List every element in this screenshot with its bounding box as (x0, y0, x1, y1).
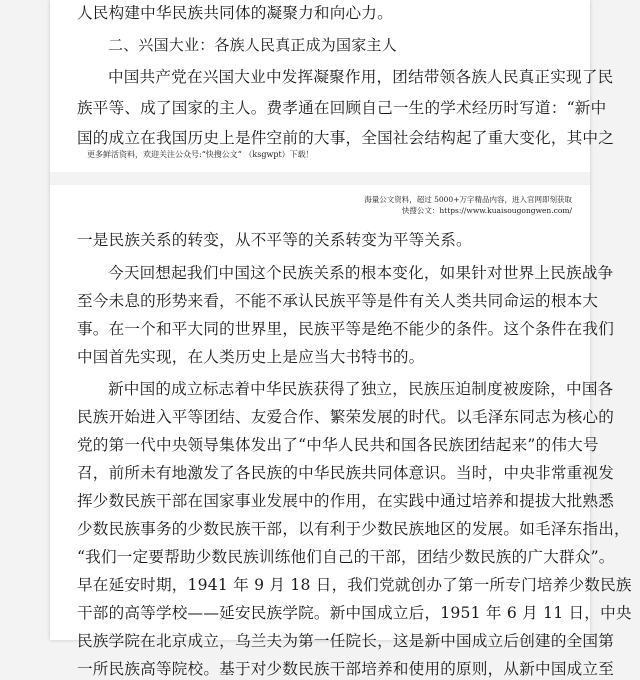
text-line: 党的第一代中央领导集体发出了“中华人民共和国各民族团结起来”的伟大号 (77, 436, 599, 454)
text-line: 一是民族关系的转变，从不平等的关系转变为平等关系。 (77, 231, 472, 249)
text-line: 少数民族事务的少数民族干部，以有利于少数民族地区的发展。如毛泽东指出， (77, 520, 630, 538)
text-line: 中国首先实现，在人类历史上是应当大书特书的。 (77, 348, 425, 366)
text-line: 早在延安时期，1941 年 9 月 18 日，我们党就创办了第一所专门培养少数民族 (77, 576, 632, 594)
promo-note: 更多鲜活资料，欢迎关注公众号:“快搜公文” （ksgwpt）下载！ (87, 150, 314, 159)
text-line: 至今未息的形势来看，不能不承认民族平等是件有关人类共同命运的根本大 (77, 292, 599, 310)
text-line: 一所民族高等院校。基于对少数民族干部培养和使用的原则，从新中国成立至 (77, 660, 614, 678)
section-heading: 二、兴国大业：各族人民真正成为国家主人 (108, 36, 397, 54)
document-page (50, 0, 632, 678)
text-line: 人民构建中华民族共同体的凝聚力和向心力。 (77, 4, 393, 22)
text-line: 中国共产党在兴国大业中发挥凝聚作用，团结带领各族人民真正实现了民 (108, 68, 614, 86)
text-line: 民族学院在北京成立，乌兰夫为第一任院长，这是新中国成立后创建的全国第 (77, 632, 614, 650)
text-line: 民族开始进入平等团结、友爱合作、繁荣发展的时代。以毛泽东同志为核心的 (77, 408, 614, 426)
text-line: 国的成立在我国历史上是件空前的大事，全国社会结构起了重大变化，其中之 (77, 129, 614, 147)
footer-link[interactable]: 快搜公文：https://www.kuaisougongwen.com/ (401, 206, 572, 215)
text-line: “我们一定要帮助少数民族训练他们自己的干部，团结少数民族的广大群众”。 (77, 548, 615, 566)
text-line: 挥少数民族干部在国家事业发展中的作用，在实践中通过培养和提拔大批熟悉 (77, 492, 614, 510)
page-break (50, 172, 590, 185)
text-line: 新中国的成立标志着中华民族获得了独立，民族压迫制度被废除，中国各 (108, 380, 614, 398)
text-line: 今天回想起我们中国这个民族关系的根本变化，如果针对世界上民族战争 (108, 264, 614, 282)
text-line: 事。在一个和平大同的世界里，民族平等是绝不能少的条件。这个条件在我们 (77, 320, 614, 338)
text-line: 干部的高等学校——延安民族学院。新中国成立后，1951 年 6 月 11 日，中央 (77, 604, 632, 622)
footer-line: 海量公文资料，超过 5000+万字精品内容，进入官网即刻获取 (364, 195, 572, 204)
text-line: 族平等、成了国家的主人。费孝通在回顾自己一生的学术经历时写道：“新中 (77, 99, 607, 117)
text-line: 召，前所未有地激发了各民族的中华民族共同体意识。当时，中央非常重视发 (77, 464, 614, 482)
